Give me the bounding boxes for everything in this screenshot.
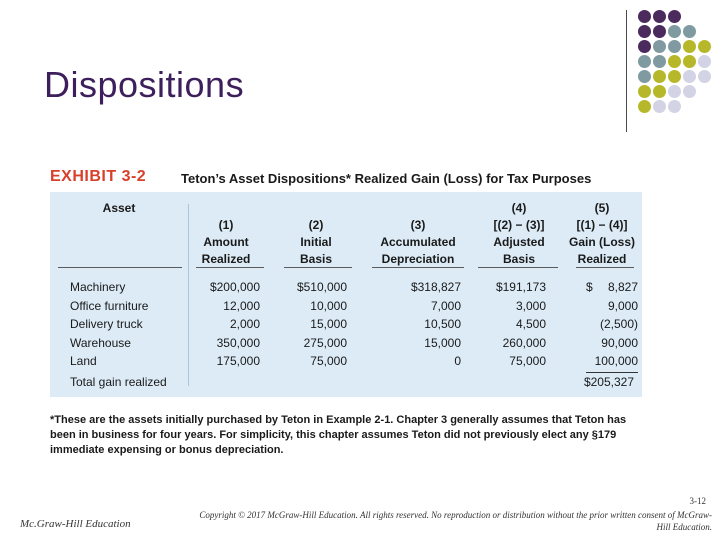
row-asset-name: Delivery truck [70,317,143,331]
header-underline [196,267,264,268]
decorative-dot [653,40,666,53]
decorative-dot [668,100,681,113]
row-initial-basis: 75,000 [310,354,347,368]
decorative-dot [653,100,666,113]
row-accumulated-depreciation: 15,000 [424,335,461,350]
decorative-dot-grid [638,10,712,114]
decorative-dot [653,85,666,98]
decorative-dot [653,25,666,38]
column-header-asset [50,200,188,217]
header-underline [576,267,634,268]
decorative-dot [638,85,651,98]
header-underline [58,267,182,268]
row-initial-basis: 10,000 [310,298,347,313]
total-value: $205,327 [583,375,634,389]
decorative-dot [638,40,651,53]
row-gain-loss-realized: 9,000 [607,298,638,313]
row-adjusted-basis: 260,000 [502,335,546,350]
decorative-dot [653,10,666,23]
decorative-dot [638,10,651,23]
decorative-dot [698,85,711,98]
decorative-dot [683,25,696,38]
exhibit-title: Teton’s Asset Dispositions* Realized Gain (Loss) for Tax Purposes [181,171,592,186]
row-gain-loss-realized: 90,000 [601,335,638,350]
decorative-dot [638,100,651,113]
header-underline [284,267,352,268]
column-divider [188,204,189,386]
decorative-dot [698,100,711,113]
total-label: Total gain realized [70,375,167,389]
row-gain-loss-realized: 100,000 [594,354,638,368]
decorative-dot [668,10,681,23]
row-adjusted-basis: $191,173 [495,280,546,294]
row-gain-dollar-sign: $ [586,280,593,294]
row-adjusted-basis: 4,500 [515,317,546,331]
decorative-dot [653,55,666,68]
column-header-initial-basis: (2) Initial Basis [299,218,333,266]
row-amount-realized: 2,000 [229,317,260,331]
column-header-amount-realized: (1) Amount Realized [201,218,251,266]
publisher-name: Mc.Graw-Hill Education [20,518,131,530]
row-adjusted-basis: 3,000 [515,298,546,313]
decorative-dot [683,40,696,53]
row-asset-name: Land [70,354,97,368]
row-accumulated-depreciation: 10,500 [424,317,461,331]
row-asset-name: Warehouse [70,335,131,350]
decorative-dot [683,10,696,23]
page-number: 3-12 [689,496,706,506]
row-amount-realized: 350,000 [216,335,260,350]
row-amount-realized: 175,000 [216,354,260,368]
row-initial-basis: 15,000 [310,317,347,331]
decorative-divider-line [626,10,627,132]
total-rule [586,372,638,373]
exhibit-header [48,168,642,190]
decorative-dot [698,40,711,53]
header-underline [372,267,464,268]
decorative-dot [698,55,711,68]
decorative-dot [683,55,696,68]
slide-title: Dispositions [44,64,245,105]
decorative-dot [638,25,651,38]
row-adjusted-basis: 75,000 [509,354,546,368]
header-underline [478,267,558,268]
decorative-dot [653,70,666,83]
decorative-dot [683,100,696,113]
column-header-gain-loss-realized: (5) [(1) − (4)] Gain (Loss) Realized [568,201,635,266]
decorative-dot [638,70,651,83]
decorative-dot [698,10,711,23]
row-asset-name: Machinery [70,280,126,294]
exhibit-label: EXHIBIT 3-2 [50,168,147,185]
exhibit-footnote: *These are the assets initially purchased by Teton in Example 2-1. Chapter 3 generally assumes that Teton has been in business for four years. For simplicity, this chapter assumes Teton did not previously elect any §179 immediate expensing or bonus depreciation. [50,414,627,456]
decorative-dot [668,25,681,38]
decorative-dot [668,55,681,68]
row-amount-realized: 12,000 [223,298,260,313]
row-gain-loss-realized: (2,500) [599,317,638,331]
decorative-dot [668,70,681,83]
decorative-dot [698,25,711,38]
column-header-adjusted-basis: (4) [(2) − (3)] Adjusted Basis [493,201,545,266]
decorative-dot [668,85,681,98]
row-accumulated-depreciation: 0 [454,354,461,368]
row-initial-basis: 275,000 [303,335,347,350]
row-accumulated-depreciation: $318,827 [410,280,461,294]
copyright-notice: Copyright © 2017 McGraw-Hill Education. All rights reserved. No reproduction or distribution without the prior written consent of McGraw-Hill Education. [199,510,712,532]
decorative-dot [683,70,696,83]
decorative-dot [668,40,681,53]
decorative-dot [638,55,651,68]
column-header-asset-label: Asset [102,201,136,215]
decorative-dot [683,85,696,98]
row-accumulated-depreciation: 7,000 [430,298,461,313]
row-asset-name: Office furniture [70,298,149,313]
exhibit-table [50,192,642,397]
row-gain-loss-realized: 8,827 [607,280,638,294]
row-amount-realized: $200,000 [209,280,260,294]
decorative-dot [698,70,711,83]
row-initial-basis: $510,000 [296,280,347,294]
column-header-accumulated-depreciation: (3) Accumulated Depreciation [380,218,456,266]
